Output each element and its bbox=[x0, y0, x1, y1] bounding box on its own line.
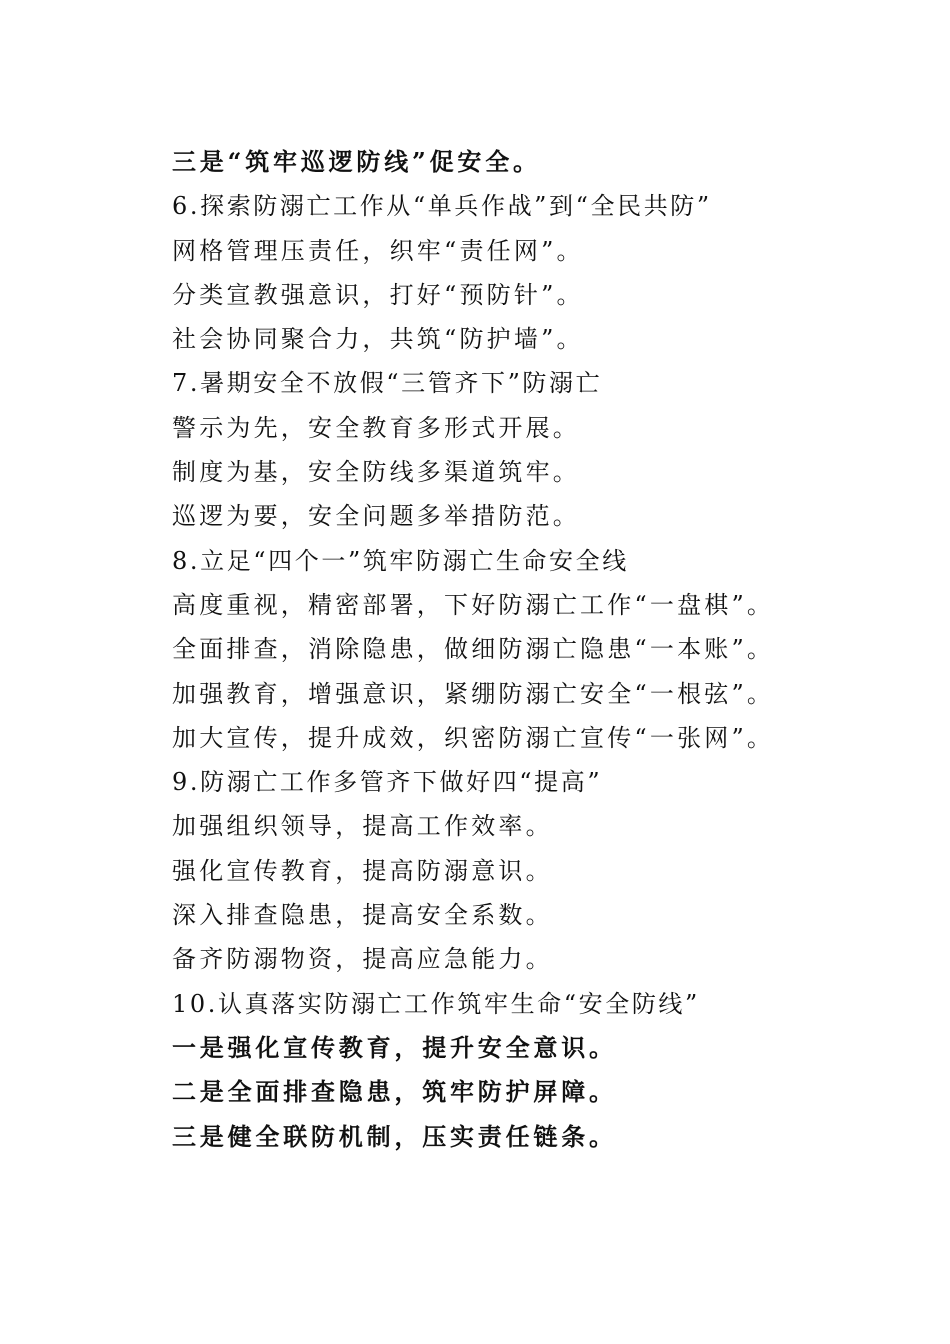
text-line: 全面排查，消除隐患，做细防溺亡隐患“一本账”。 bbox=[172, 635, 775, 664]
section-heading: 8.立足“四个一”筑牢防溺亡生命安全线 bbox=[172, 546, 629, 575]
section-heading: 6.探索防溺亡工作从“单兵作战”到“全民共防” bbox=[172, 192, 712, 221]
text-line: 网格管理压责任，织牢“责任网”。 bbox=[172, 236, 584, 265]
section-heading: 7.暑期安全不放假“三管齐下”防溺亡 bbox=[172, 369, 603, 398]
text-line: 强化宣传教育，提高防溺意识。 bbox=[172, 856, 553, 885]
text-line: 警示为先，安全教育多形式开展。 bbox=[172, 413, 580, 442]
text-line: 三是“筑牢巡逻防线”促安全。 bbox=[172, 147, 541, 176]
text-line: 三是健全联防机制，压实责任链条。 bbox=[172, 1121, 617, 1151]
text-line: 巡逻为要，安全问题多举措防范。 bbox=[172, 502, 580, 531]
text-line: 加强组织领导，提高工作效率。 bbox=[172, 812, 553, 841]
text-line: 深入排查隐患，提高安全系数。 bbox=[172, 901, 553, 930]
text-line: 社会协同聚合力，共筑“防护墙”。 bbox=[172, 325, 584, 354]
text-line: 一是强化宣传教育，提升安全意识。 bbox=[172, 1032, 617, 1062]
text-line: 制度为基，安全防线多渠道筑牢。 bbox=[172, 458, 580, 487]
text-line: 加大宣传，提升成效，织密防溺亡宣传“一张网”。 bbox=[172, 723, 775, 752]
document-body bbox=[172, 140, 932, 1159]
text-line: 二是全面排查隐患，筑牢防护屏障。 bbox=[172, 1077, 617, 1107]
text-line: 分类宣教强意识，打好“预防针”。 bbox=[172, 280, 584, 309]
text-line: 高度重视，精密部署，下好防溺亡工作“一盘棋”。 bbox=[172, 590, 775, 619]
section-heading: 9.防溺亡工作多管齐下做好四“提高” bbox=[172, 768, 603, 797]
text-line: 加强教育，增强意识，紧绷防溺亡安全“一根弦”。 bbox=[172, 679, 775, 708]
text-line: 备齐防溺物资，提高应急能力。 bbox=[172, 945, 553, 974]
section-heading: 10.认真落实防溺亡工作筑牢生命“安全防线” bbox=[172, 989, 700, 1018]
